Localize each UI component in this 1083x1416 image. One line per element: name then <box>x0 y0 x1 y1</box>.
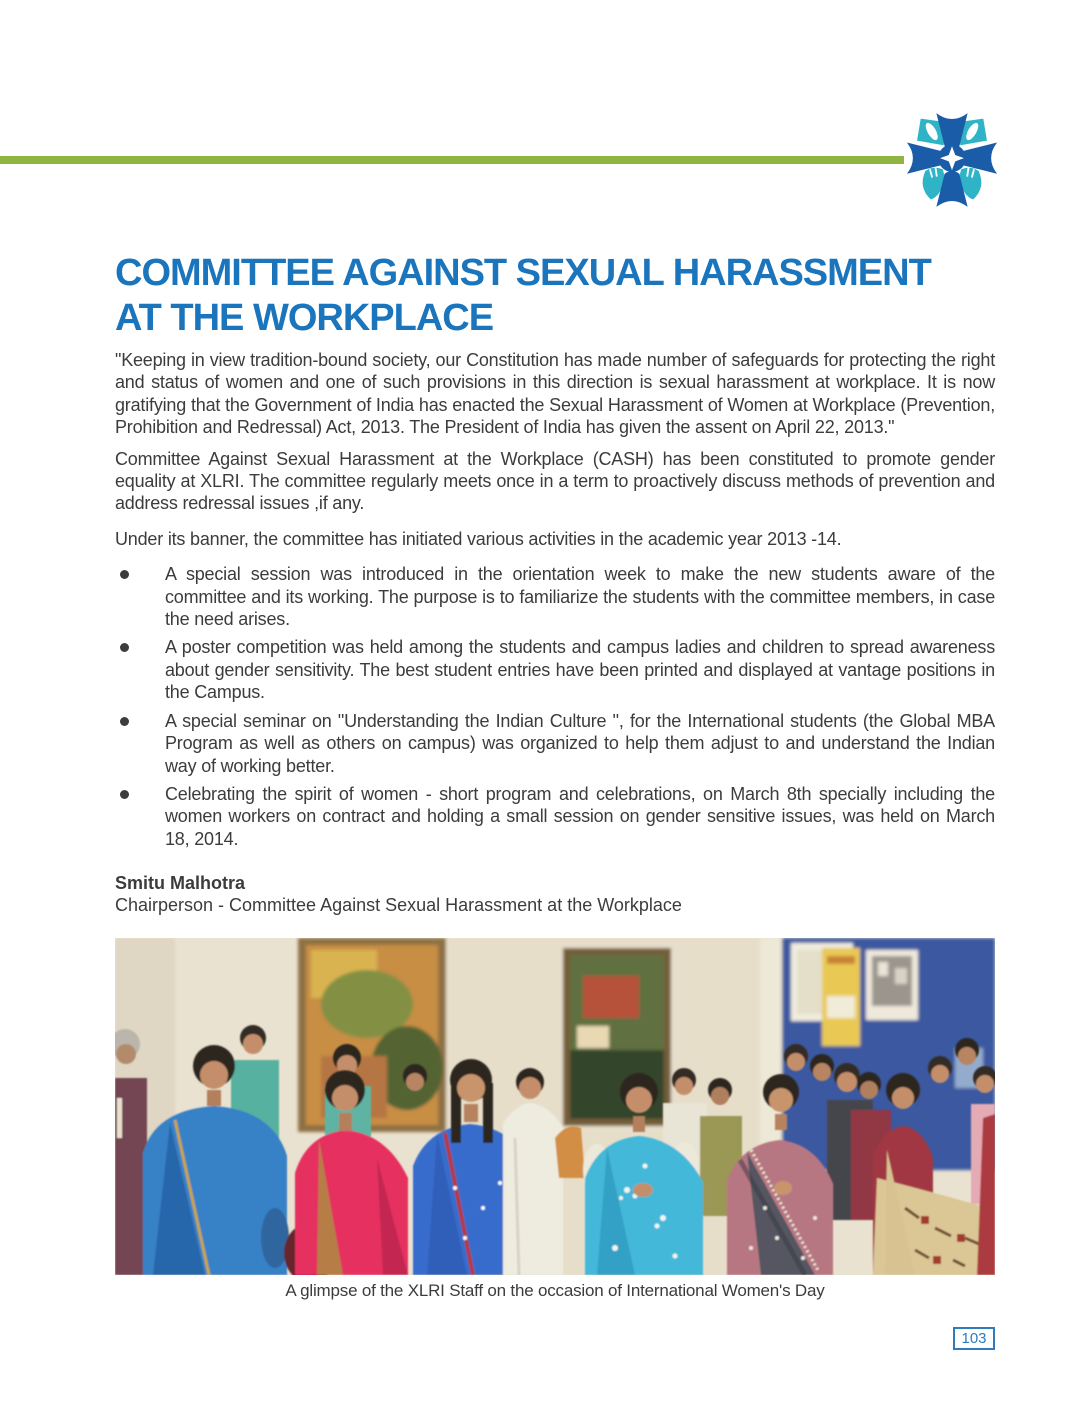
quote-paragraph: "Keeping in view tradition-bound society, our Constitution has made number of safeguards for protecting the right and status of women and one of such provisions in this direction is sexual harassment at workplace. It is now gratifying that the Government of India has enacted the Sexual Harassment of Women at Workplace (Prevention, Prohibition and Redressal) Act, 2013. The President of India has given the assent on April 22, 2013." <box>115 350 995 438</box>
xlri-cross-logo-icon <box>906 112 998 208</box>
list-item <box>115 710 995 777</box>
signature-block <box>115 872 995 916</box>
cash-description-paragraph: Committee Against Sexual Harassment at the Workplace (CASH) has been constituted to promote gender equality at XLRI. The committee regularly meets once in a term to proactively discuss methods of prevention and address redressal issues ,if any. <box>115 448 995 514</box>
list-item-text: A special session was introduced in the orientation week to make the new students aware of the committee and its working. The purpose is to familiarize the students with the committee members, in case the need arises. <box>165 564 995 630</box>
page-title-line1: COMMITTEE AGAINST SEXUAL HARASSMENT <box>115 252 931 294</box>
bullet-dot-icon <box>120 570 129 579</box>
activities-list <box>115 563 995 850</box>
bullet-dot-icon <box>120 717 129 726</box>
activities-intro-paragraph: Under its banner, the committee has initiated various activities in the academic year 2013 -14. <box>115 528 842 549</box>
group-photo-illustration <box>115 938 995 1275</box>
list-item <box>115 563 995 630</box>
green-header-rule <box>0 156 904 164</box>
list-item <box>115 783 995 850</box>
bullet-dot-icon <box>120 790 129 799</box>
page-number-badge: 103 <box>953 1327 995 1350</box>
page-title-line2: AT THE WORKPLACE <box>115 297 494 339</box>
signature-name: Smitu Malhotra <box>115 873 246 894</box>
list-item-text: A special seminar on "Understanding the Indian Culture ", for the International students (the Global MBA Program as well as others on campus) was organized to help them adjust to and understand the Indian way of working better. <box>165 710 995 776</box>
signature-role: Chairperson - Committee Against Sexual Harassment at the Workplace <box>115 895 682 916</box>
page-title <box>115 251 995 341</box>
womens-day-group-photo <box>115 938 995 1275</box>
page-content <box>115 251 995 1301</box>
list-item <box>115 636 995 703</box>
list-item-text: A poster competition was held among the students and campus ladies and children to spread awareness about gender sensitivity. The best student entries have been printed and displayed at vantage positions in the Campus. <box>165 637 995 703</box>
photo-caption: A glimpse of the XLRI Staff on the occasion of International Women's Day <box>285 1281 825 1301</box>
list-item-text: Celebrating the spirit of women - short program and celebrations, on March 8th specially including the women workers on contract and holding a small session on gender sensitive issues, was held on March 18, 2014. <box>165 783 995 849</box>
bullet-dot-icon <box>120 643 129 652</box>
